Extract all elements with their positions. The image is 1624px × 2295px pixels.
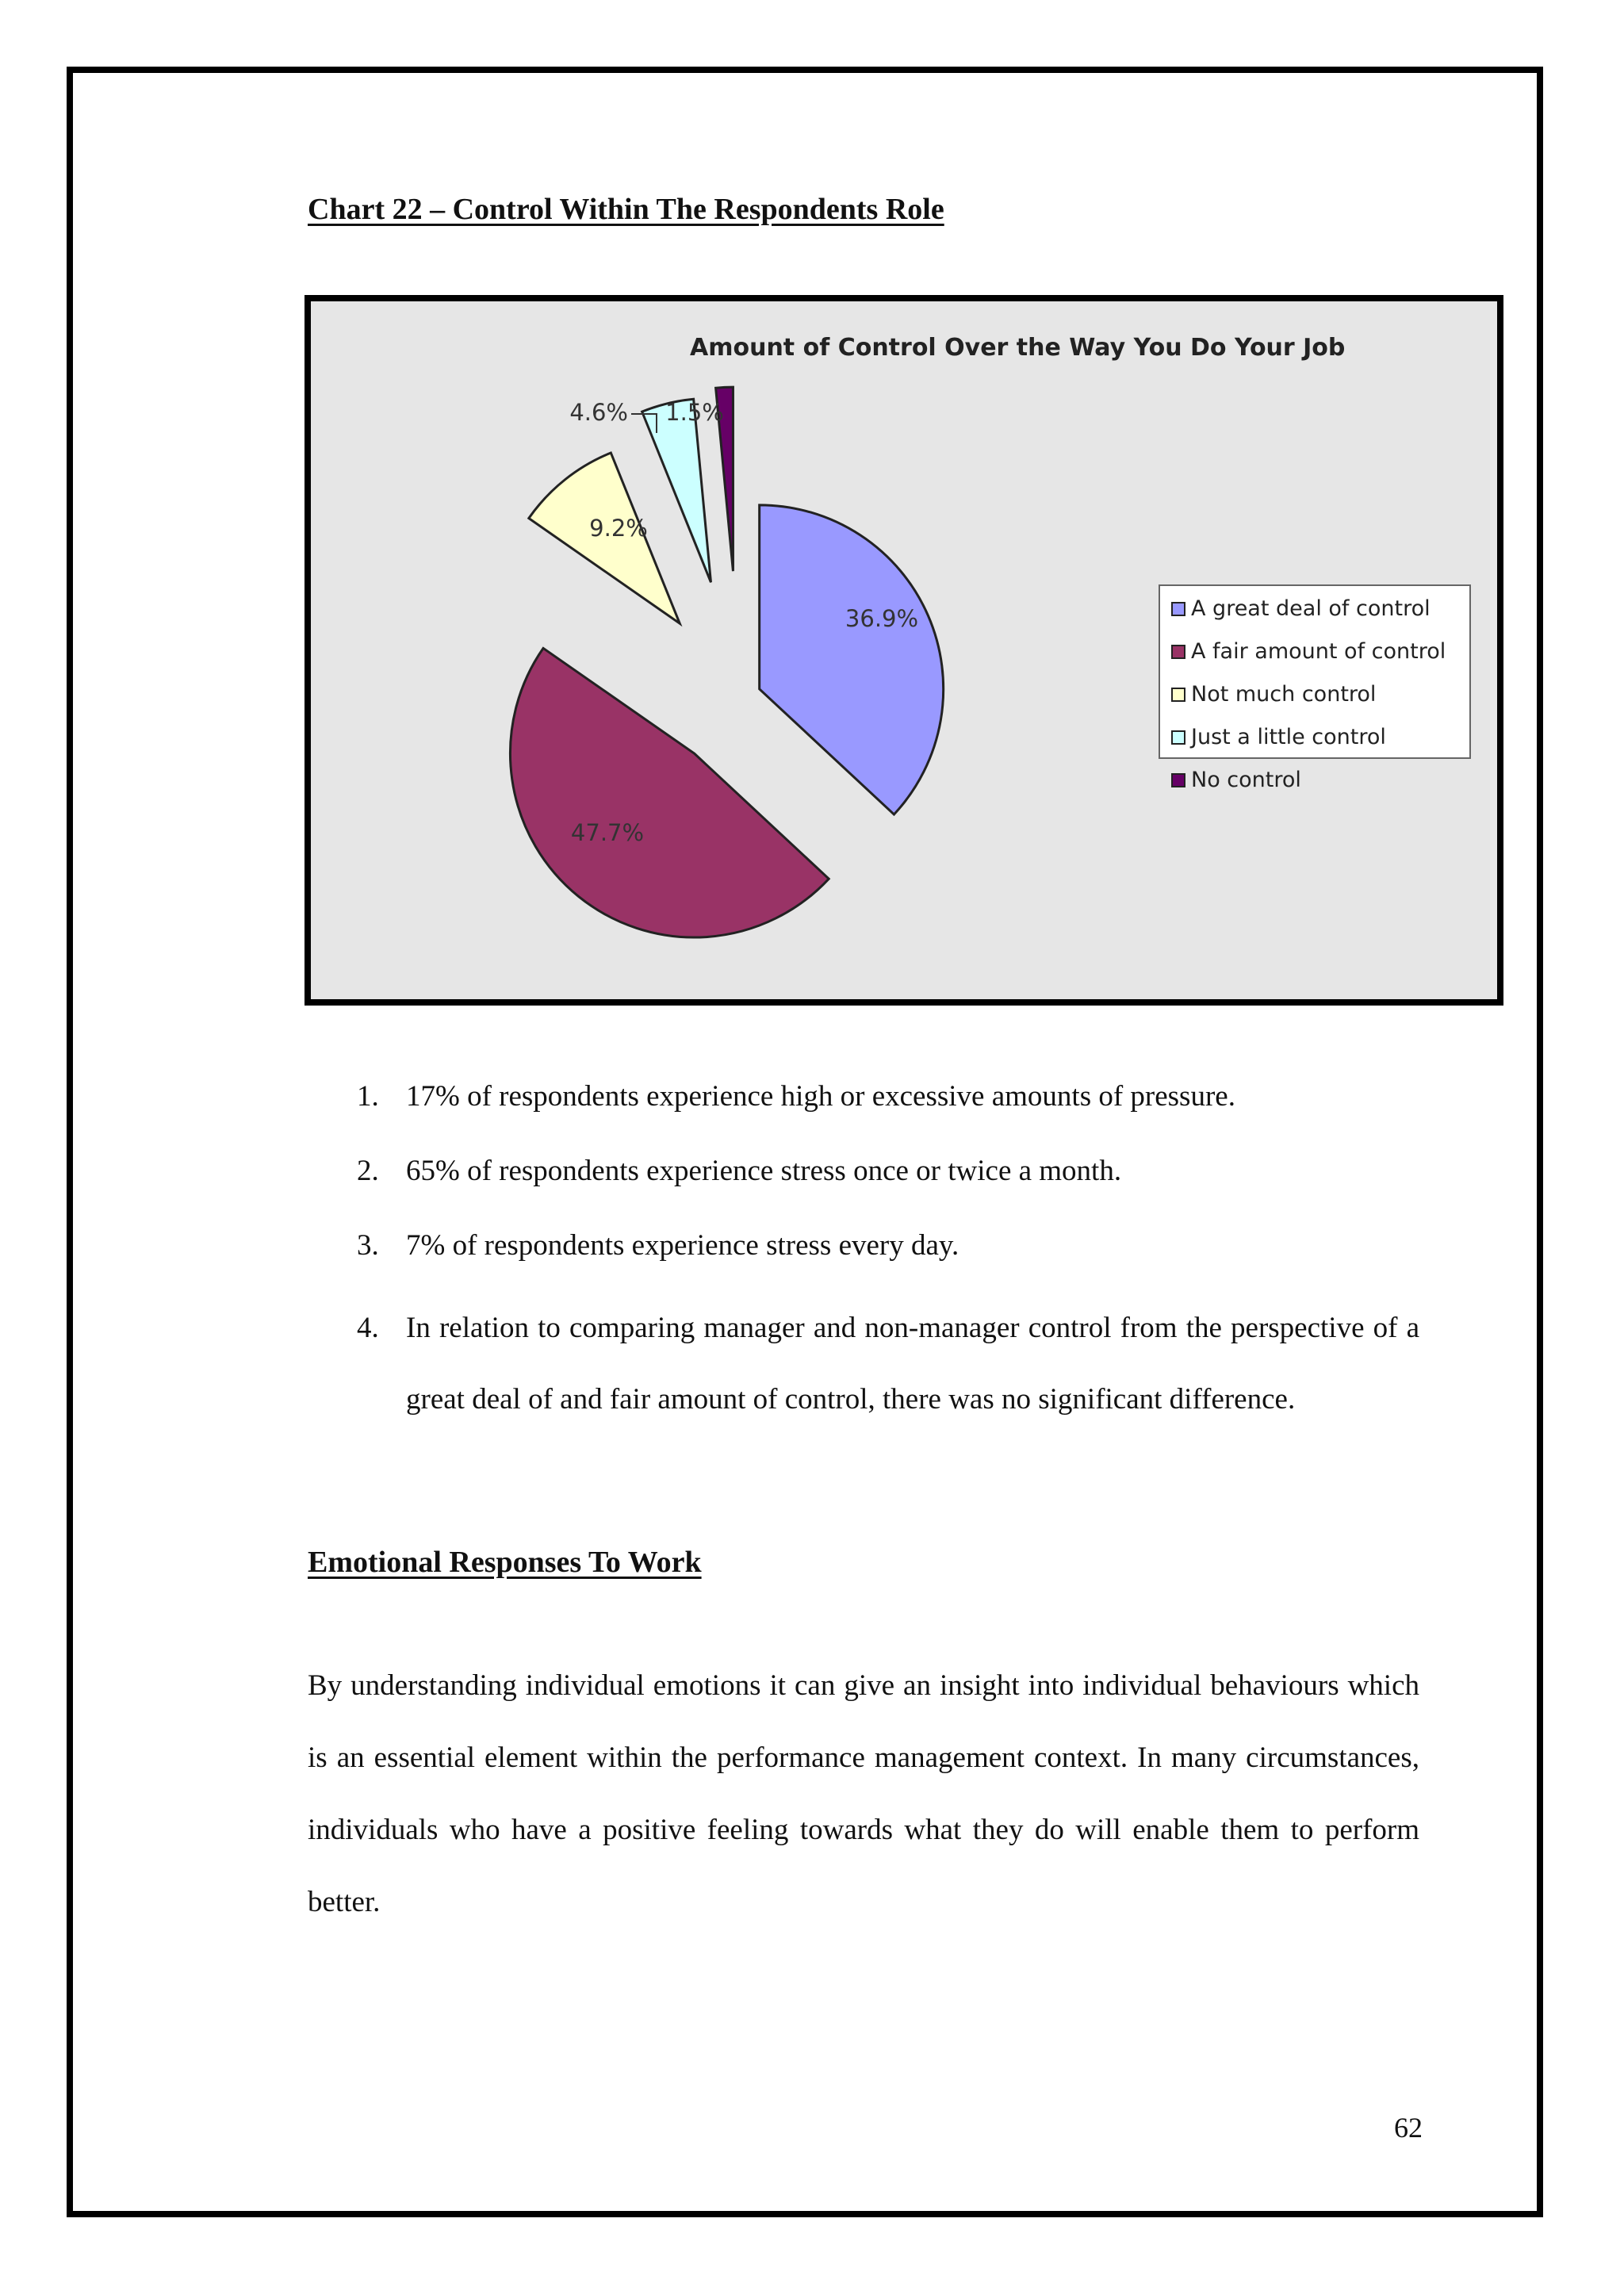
list-item-text: 65% of respondents experience stress once or twice a month. (406, 1155, 1122, 1187)
legend-label: No control (1191, 768, 1301, 792)
list-item-text: 7% of respondents experience stress every day. (406, 1229, 959, 1262)
legend-label: A fair amount of control (1191, 639, 1446, 664)
list-item-text: In relation to comparing manager and non-manager control from the perspective of a great deal of and fair amount of control, there was no significant difference. (406, 1312, 1419, 1416)
legend-swatch (1172, 688, 1185, 701)
legend-label: A great deal of control (1191, 596, 1431, 621)
slice-value-label: 1.5% (665, 399, 724, 426)
slice-value-label: 47.7% (570, 819, 645, 846)
legend-label: Not much control (1191, 682, 1377, 707)
list-item (357, 1136, 1419, 1207)
list-item (357, 1061, 1419, 1132)
legend-swatch (1172, 774, 1185, 787)
slice-value-label: 36.9% (845, 605, 919, 632)
slice-value-label: 4.6% (569, 399, 628, 426)
body-paragraph: By understanding individual emotions it can give an insight into individual behaviours which is an essential element within the performance management context. In many circumstances, individuals who have a positive feeling towards what they do will enable them to perform better. (308, 1669, 1419, 1918)
pie-chart (311, 301, 1497, 999)
legend-swatch (1172, 646, 1185, 658)
chart-title: Amount of Control Over the Way You Do Your Job (690, 334, 1346, 362)
list-item-text: 17% of respondents experience high or excessive amounts of pressure. (406, 1080, 1235, 1113)
legend-swatch (1172, 603, 1185, 615)
list-item-number: 3. (357, 1229, 379, 1262)
list-item-number: 1. (357, 1080, 379, 1113)
list-item-number: 4. (357, 1312, 379, 1344)
legend-label: Just a little control (1191, 725, 1386, 749)
section-heading: Emotional Responses To Work (308, 1546, 702, 1579)
page-number: 62 (1394, 2112, 1423, 2144)
slice-value-label: 9.2% (589, 515, 648, 542)
list-item (357, 1293, 1419, 1507)
list-item (357, 1210, 1419, 1282)
legend-swatch (1172, 731, 1185, 744)
list-item-number: 2. (357, 1155, 379, 1187)
pie-chart-frame (304, 295, 1503, 1006)
chart-heading: Chart 22 – Control Within The Respondents Role (308, 193, 944, 226)
